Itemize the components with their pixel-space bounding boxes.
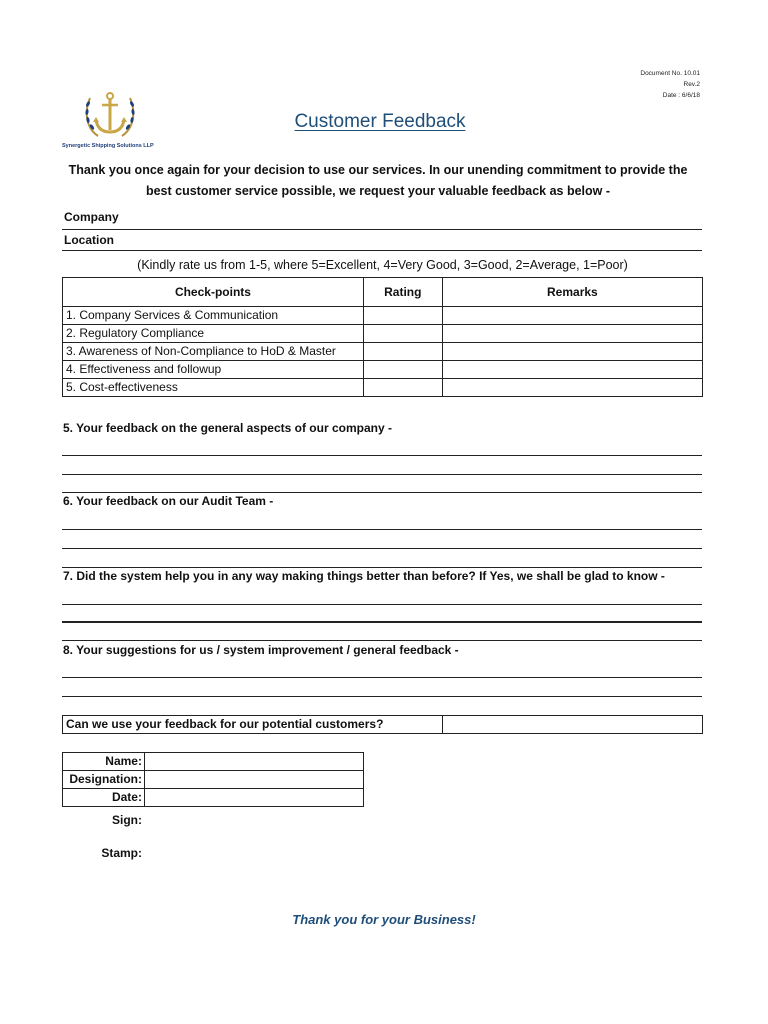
- sign-label: Sign:: [112, 813, 142, 827]
- remarks-cell[interactable]: [442, 343, 702, 361]
- rating-cell[interactable]: [363, 379, 442, 397]
- question-8: 8. Your suggestions for us / system improvement / general feedback -: [63, 643, 459, 657]
- question-7: 7. Did the system help you in any way making things better than before? If Yes, we shall be glad to know -: [63, 569, 665, 583]
- company-field-line[interactable]: [62, 229, 702, 230]
- revision: Rev.2: [683, 81, 700, 88]
- consent-answer-cell[interactable]: [442, 716, 702, 734]
- remarks-cell[interactable]: [442, 307, 702, 325]
- table-row: [63, 307, 703, 325]
- document-date: Date : 6/6/18: [662, 92, 700, 99]
- table-row: [63, 361, 703, 379]
- table-row: [63, 753, 364, 771]
- checkpoint-label: 4. Effectiveness and followup: [63, 361, 364, 379]
- rating-cell[interactable]: [363, 307, 442, 325]
- rating-cell[interactable]: [363, 325, 442, 343]
- checkpoint-label: 5. Cost-effectiveness: [63, 379, 364, 397]
- checkpoint-label: 2. Regulatory Compliance: [63, 325, 364, 343]
- answer-line[interactable]: [62, 604, 702, 605]
- location-field-line[interactable]: [62, 250, 702, 251]
- answer-line[interactable]: [62, 548, 702, 549]
- location-label: Location: [64, 233, 114, 247]
- consent-table: [62, 715, 703, 734]
- rating-cell[interactable]: [363, 343, 442, 361]
- table-row: [63, 771, 364, 789]
- header-remarks: Remarks: [442, 278, 702, 307]
- remarks-cell[interactable]: [442, 379, 702, 397]
- rating-table: [62, 277, 703, 397]
- answer-line[interactable]: [62, 696, 702, 697]
- signoff-table: [62, 752, 364, 807]
- header-checkpoints: Check-points: [63, 278, 364, 307]
- header-rating: Rating: [363, 278, 442, 307]
- answer-line[interactable]: [62, 640, 702, 641]
- consent-question: Can we use your feedback for our potential customers?: [63, 716, 443, 734]
- checkpoint-label: 3. Awareness of Non-Compliance to HoD & Master: [63, 343, 364, 361]
- rating-cell[interactable]: [363, 361, 442, 379]
- question-6: 6. Your feedback on our Audit Team -: [63, 494, 274, 508]
- company-label: Company: [64, 210, 119, 224]
- answer-line[interactable]: [62, 677, 702, 678]
- rating-instruction: (Kindly rate us from 1-5, where 5=Excellent, 4=Very Good, 3=Good, 2=Average, 1=Poor): [137, 258, 628, 272]
- date-field[interactable]: [144, 789, 363, 807]
- name-label: Name:: [63, 753, 145, 771]
- answer-line[interactable]: [62, 621, 702, 623]
- answer-line[interactable]: [62, 567, 702, 568]
- document-info: [640, 68, 700, 101]
- designation-field[interactable]: [144, 771, 363, 789]
- answer-line[interactable]: [62, 492, 702, 493]
- answer-line[interactable]: [62, 474, 702, 475]
- page-title: Customer Feedback: [294, 111, 466, 132]
- table-row: [63, 343, 703, 361]
- table-row: [63, 379, 703, 397]
- intro-text: Thank you once again for your decision to use our services. In our unending commitment to provide the best customer service possible, we request your valuable feedback as below -: [68, 163, 688, 198]
- table-row: [63, 716, 703, 734]
- thank-you-note: Thank you for your Business!: [292, 912, 476, 927]
- checkpoint-label: 1. Company Services & Communication: [63, 307, 364, 325]
- remarks-cell[interactable]: [442, 325, 702, 343]
- designation-label: Designation:: [63, 771, 145, 789]
- table-row: [63, 789, 364, 807]
- answer-line[interactable]: [62, 455, 702, 456]
- logo-company-name: Synergetic Shipping Solutions LLP: [62, 143, 154, 149]
- document-number: Document No. 10.01: [640, 70, 700, 77]
- date-label: Date:: [63, 789, 145, 807]
- stamp-label: Stamp:: [101, 846, 142, 860]
- answer-line[interactable]: [62, 529, 702, 530]
- question-5: 5. Your feedback on the general aspects of our company -: [63, 421, 392, 435]
- table-row: [63, 325, 703, 343]
- name-field[interactable]: [144, 753, 363, 771]
- rating-table-header: [63, 278, 703, 307]
- remarks-cell[interactable]: [442, 361, 702, 379]
